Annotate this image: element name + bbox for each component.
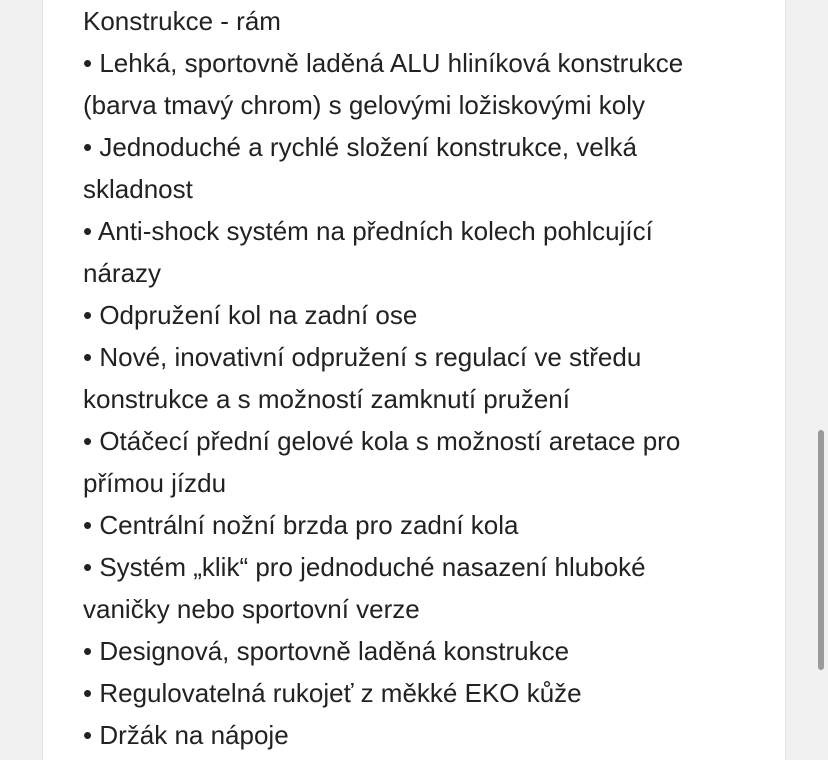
section-heading: Konstrukce - rám: [83, 6, 281, 36]
text-line: • Centrální nožní brzda pro zadní kola: [83, 510, 519, 540]
text-line: • Jednoduché a rychlé složení konstrukce, velká: [83, 132, 637, 162]
text-line: • Odpružení kol na zadní ose: [83, 300, 418, 330]
text-line: • Nové, inovativní odpružení s regulací ve středu: [83, 342, 642, 372]
text-line: nárazy: [83, 258, 162, 288]
scrollbar-thumb[interactable]: [818, 430, 824, 670]
text-line: skladnost: [83, 174, 193, 204]
text-line: • Lehká, sportovně laděná ALU hliníková konstrukce: [83, 48, 684, 78]
text-line: • Držák na nápoje: [83, 720, 289, 750]
text-line: • Anti-shock systém na předních kolech pohlcující: [83, 216, 653, 246]
text-line: konstrukce a s možností zamknutí pružení: [83, 384, 570, 414]
text-line: přímou jízdu: [83, 468, 227, 498]
text-line: • Designová, sportovně laděná konstrukce: [83, 636, 570, 666]
text-line: vaničky nebo sportovní verze: [83, 594, 420, 624]
text-line: (barva tmavý chrom) s gelovými ložiskovými koly: [83, 90, 646, 120]
content-card: [42, 0, 786, 760]
text-line: • Regulovatelná rukojeť z měkké EKO kůže: [83, 678, 582, 708]
text-line: • Systém „klik“ pro jednoduché nasazení hluboké: [83, 552, 646, 582]
product-description: [83, 0, 773, 756]
text-line: • Otáčecí přední gelové kola s možností aretace pro: [83, 426, 681, 456]
